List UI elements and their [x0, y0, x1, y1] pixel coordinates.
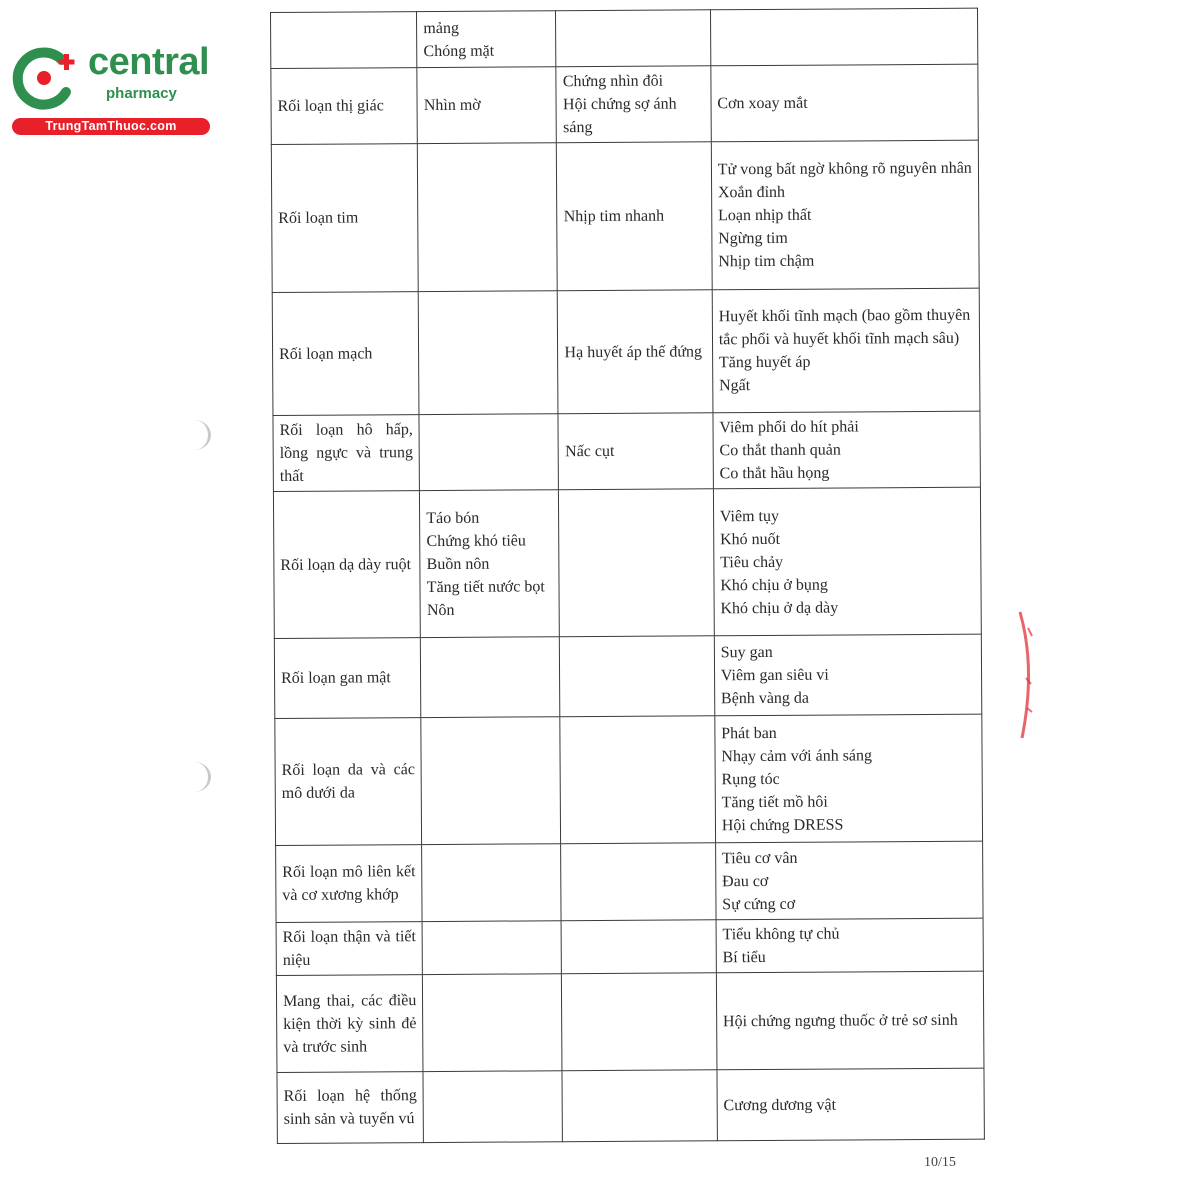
- cell-line: Nhịp tim nhanh: [563, 207, 665, 226]
- logo-subtitle: pharmacy: [106, 85, 177, 102]
- organ-cell: [276, 845, 423, 923]
- cell-line: Rối loạn da và các mô dưới da: [281, 761, 415, 802]
- cell-line: Xoắn đỉnh: [717, 183, 786, 202]
- cell-line: Rối loạn thị giác: [277, 97, 384, 115]
- uncommon-effects-cell: [556, 66, 711, 143]
- unknown-frequency-cell: [715, 841, 983, 920]
- cell-line: Viêm tụy: [719, 507, 779, 525]
- uncommon-effects-cell: [558, 413, 713, 490]
- organ-cell: [275, 718, 422, 846]
- central-pharmacy-logo: [10, 36, 215, 136]
- uncommon-effects-cell: [557, 142, 712, 291]
- punch-hole: [178, 762, 211, 792]
- cell-line: Khó chịu ở bụng: [720, 576, 828, 594]
- organ-cell: [273, 415, 420, 492]
- cell-line: Phát ban: [721, 724, 777, 742]
- common-effects-cell: [418, 291, 558, 415]
- cell-line: Viêm gan siêu vi: [720, 666, 829, 685]
- cell-line: Rối loạn thận và tiết niệu: [282, 928, 416, 969]
- common-effects-cell: [421, 637, 561, 718]
- cell-line: Rối loạn mô liên kết và cơ xương khớp: [282, 863, 416, 904]
- organ-cell: [271, 12, 418, 69]
- document-page: [270, 8, 999, 1140]
- uncommon-effects-cell: [556, 10, 711, 67]
- uncommon-effects-cell: [562, 973, 717, 1071]
- cell-line: Tăng tiết mồ hôi: [721, 793, 828, 811]
- unknown-frequency-cell: [715, 714, 983, 843]
- cell-line: Co thắt hầu họng: [719, 464, 830, 483]
- table-row: [271, 140, 979, 292]
- cell-line: Chứng khó tiêu: [426, 531, 526, 550]
- unknown-frequency-cell: [711, 140, 979, 290]
- common-effects-cell: [422, 921, 561, 975]
- cell-line: Hội chứng ngưng thuốc ở trẻ sơ sinh: [722, 1011, 958, 1030]
- unknown-frequency-cell: [713, 411, 981, 489]
- cell-line: Hội chứng DRESS: [721, 816, 844, 834]
- uncommon-effects-cell: [558, 290, 713, 414]
- common-effects-cell: [417, 67, 557, 144]
- organ-cell: [277, 1072, 424, 1144]
- cell-line: Tăng huyết áp: [718, 353, 811, 372]
- cell-line: Táo bón: [426, 509, 480, 527]
- uncommon-effects-cell: [560, 636, 715, 717]
- unknown-frequency-cell: [710, 8, 978, 66]
- red-stamp-mark: [1016, 608, 1038, 742]
- table-row: [276, 841, 983, 922]
- cell-line: Ngừng tim: [718, 229, 788, 248]
- cell-line: Tiểu không tự chủ: [722, 925, 840, 944]
- organ-cell: [276, 922, 423, 976]
- unknown-frequency-cell: [711, 64, 979, 142]
- cell-line: Tiêu cơ vân: [721, 849, 798, 867]
- cell-line: Rối loạn gan mật: [281, 669, 391, 687]
- cell-line: Rối loạn tim: [278, 209, 359, 227]
- cell-line: Mang thai, các điều kiện thời kỳ sinh đẻ và trước sinh: [282, 991, 417, 1056]
- cell-line: mảng: [423, 19, 459, 37]
- common-effects-cell: [418, 143, 558, 292]
- cell-line: Khó chịu ở dạ dày: [720, 599, 839, 617]
- cell-line: Tử vong bất ngờ không rõ nguyên nhân: [717, 159, 972, 179]
- table-row: [271, 8, 978, 68]
- cell-line: Khó nuốt: [719, 530, 781, 548]
- table-row: [276, 971, 984, 1072]
- cell-line: Nấc cụt: [565, 442, 615, 461]
- cell-line: Cơn xoay mắt: [717, 94, 808, 113]
- organ-cell: [272, 292, 419, 416]
- table-row: [275, 714, 983, 845]
- organ-cell: [273, 491, 420, 639]
- cell-line: Viêm phổi do hít phải: [719, 418, 859, 437]
- common-effects-cell: [423, 1071, 563, 1143]
- unknown-frequency-cell: [716, 918, 984, 973]
- cell-line: Tăng tiết nước bọt: [426, 577, 545, 596]
- cell-line: Nhìn mờ: [423, 96, 481, 115]
- cell-line: Cương dương vật: [723, 1096, 837, 1114]
- organ-cell: [271, 144, 418, 293]
- cell-line: Loạn nhịp thất: [718, 206, 812, 225]
- cell-line: Tiêu chảy: [720, 553, 784, 571]
- table-row: [272, 288, 980, 415]
- uncommon-effects-cell: [560, 716, 715, 844]
- common-effects-cell: [421, 717, 561, 845]
- cell-line: Nhạy cảm với ánh sáng: [721, 746, 873, 765]
- uncommon-effects-cell: [561, 843, 716, 921]
- cell-line: Rụng tóc: [721, 770, 780, 788]
- cell-line: Suy gan: [720, 643, 773, 662]
- table-row: [277, 1068, 984, 1143]
- logo-brand-name: central: [88, 41, 210, 83]
- table-row: [273, 487, 981, 638]
- cell-line: Rối loạn hệ thống sinh sản và tuyến vú: [283, 1087, 417, 1128]
- punch-hole: [178, 420, 211, 450]
- common-effects-cell: [423, 974, 563, 1072]
- cell-line: Buồn nôn: [426, 555, 490, 573]
- uncommon-effects-cell: [559, 489, 714, 637]
- cell-line: Nôn: [426, 601, 455, 619]
- common-effects-cell: [422, 844, 562, 922]
- cell-line: Đau cơ: [722, 872, 769, 890]
- unknown-frequency-cell: [713, 487, 981, 636]
- pharmacy-cross-icon: [10, 40, 82, 114]
- unknown-frequency-cell: [717, 1068, 985, 1141]
- organ-cell: [271, 68, 418, 145]
- organ-cell: [276, 975, 423, 1073]
- common-effects-cell: [417, 11, 556, 68]
- cell-line: Chứng nhìn đôi: [562, 72, 664, 91]
- unknown-frequency-cell: [714, 634, 982, 716]
- page-number: 10/15: [924, 1155, 956, 1170]
- cell-line: Bí tiểu: [722, 948, 766, 967]
- cell-line: Huyết khối tĩnh mạch (bao gồm thuyên tắc phổi và huyết khối tĩnh mạch sâu): [718, 306, 971, 349]
- cell-line: Co thắt thanh quản: [719, 441, 841, 460]
- cell-line: Rối loạn dạ dày ruột: [280, 555, 412, 574]
- cell-line: Rối loạn hô hấp, lồng ngực và trung thất: [279, 421, 414, 485]
- uncommon-effects-cell: [561, 920, 716, 974]
- common-effects-cell: [420, 490, 560, 638]
- uncommon-effects-cell: [562, 1070, 717, 1142]
- cell-line: Rối loạn mạch: [279, 344, 373, 363]
- table-row: [274, 634, 981, 718]
- unknown-frequency-cell: [716, 971, 984, 1070]
- table-row: [273, 411, 980, 491]
- cell-line: Hội chứng sợ ánh sáng: [562, 95, 677, 137]
- common-effects-cell: [419, 414, 559, 491]
- cell-line: Bệnh vàng da: [720, 689, 810, 708]
- cell-line: Sự cứng cơ: [722, 895, 796, 913]
- cell-line: Ngất: [719, 377, 751, 395]
- cell-line: Chóng mặt: [423, 42, 495, 60]
- adverse-effects-table: [270, 8, 985, 1144]
- cell-line: Nhịp tim chậm: [718, 252, 815, 271]
- organ-cell: [274, 638, 421, 719]
- cell-line: Hạ huyết áp thế đứng: [564, 342, 703, 361]
- logo-website: TrungTamThuoc.com: [12, 118, 210, 135]
- table-row: [276, 918, 983, 975]
- table-row: [271, 64, 978, 144]
- unknown-frequency-cell: [712, 288, 980, 413]
